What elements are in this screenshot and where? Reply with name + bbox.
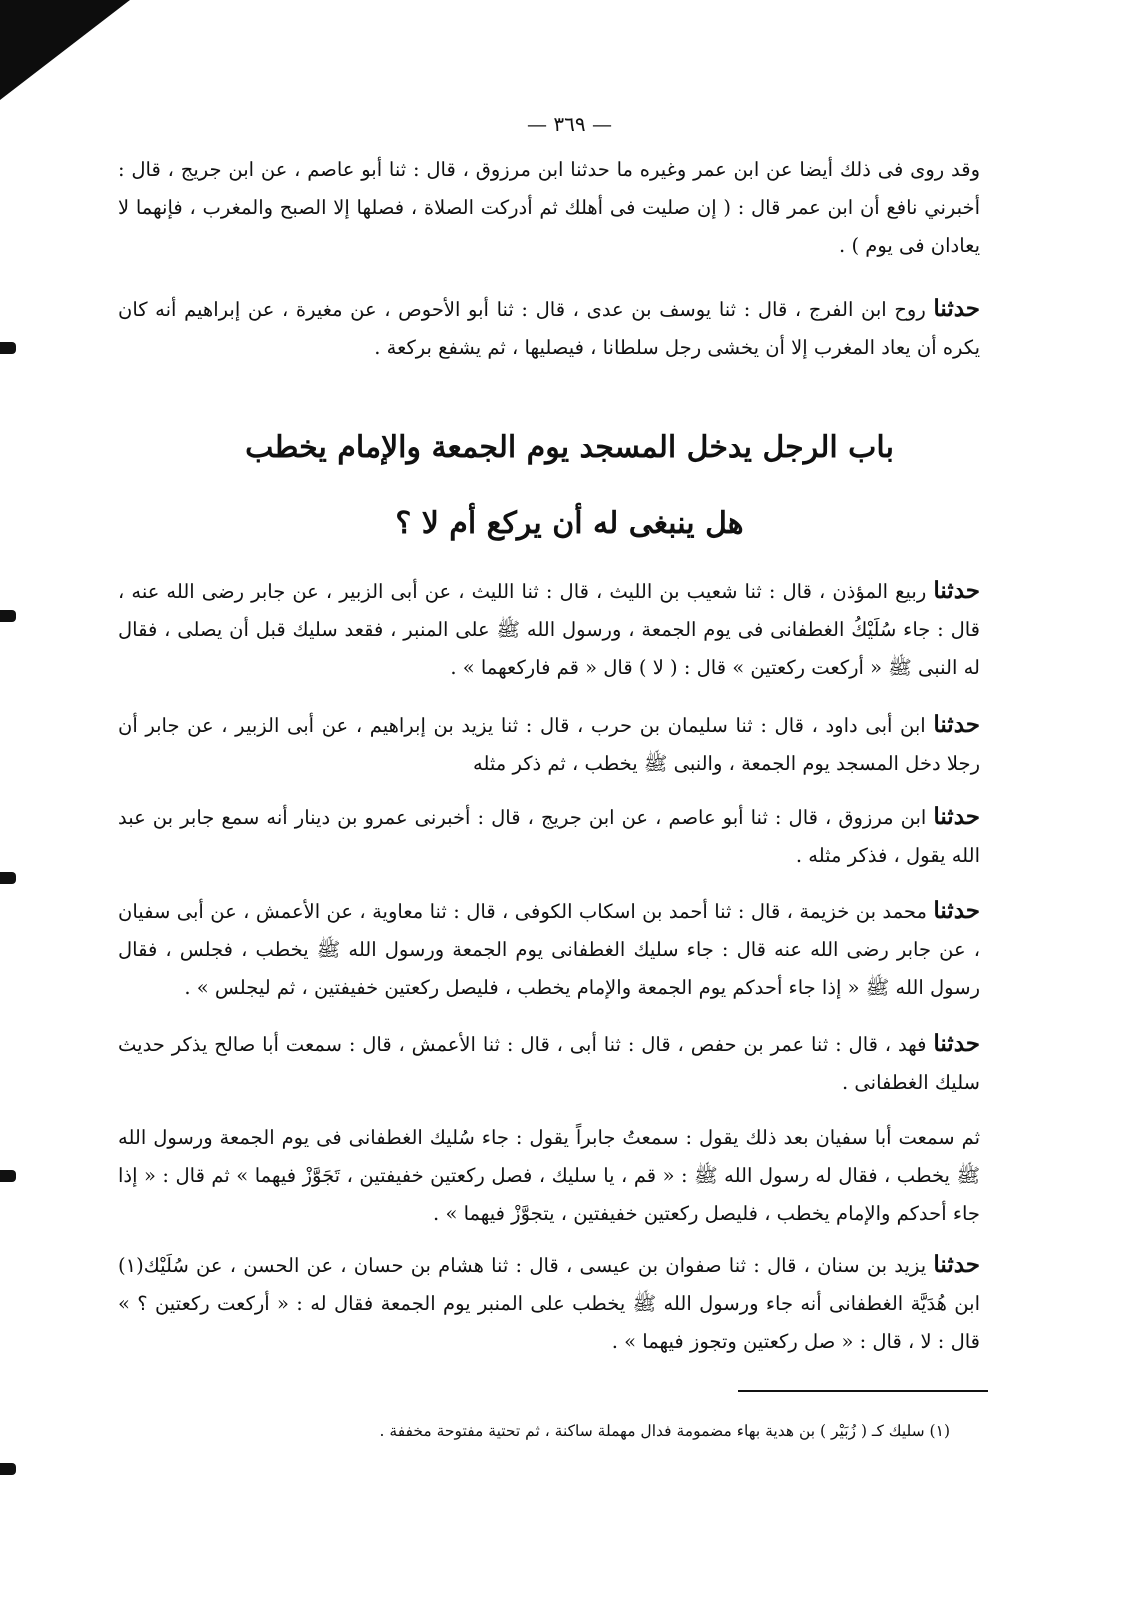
paragraph-text: ابن مرزوق ، قال : ثنا أبو عاصم ، عن ابن جريج ، قال : أخبرنى عمرو بن دينار أنه سمع جابر بن عبد الله يقول ، فذكر مثله . bbox=[118, 806, 980, 867]
chapter-heading-line-2: هل ينبغى له أن يركع أم لا ؟ bbox=[395, 506, 744, 541]
paragraph-lead: حدثنا bbox=[933, 1030, 980, 1057]
hadith-paragraph bbox=[118, 1025, 980, 1102]
paragraph-lead: حدثنا bbox=[933, 577, 980, 604]
scan-corner-mark bbox=[0, 0, 130, 100]
footnote: (١) سليك كـ ( زُبَيْر ) بن هدية بهاء مضمومة فدال مهملة ساكنة ، ثم تحتية مفتوحة مخففة . bbox=[379, 1422, 950, 1440]
paragraph-text: ثم سمعت أبا سفيان بعد ذلك يقول : سمعتُ جابراً يقول : جاء سُليك الغطفانى فى يوم الجمعة ورسول الله ﷺ يخطب ، فقال له رسول الله ﷺ : « قم ، يا سليك ، فصل ركعتين خفيفتين ، تَجَوَّزْ فيهما » ثم قال : « إذا جاء أحدكم والإمام يخطب ، فليصل ركعتين خفيفتين ، يتجوَّزْ فيهما » . bbox=[118, 1126, 980, 1225]
paragraph-lead: حدثنا bbox=[933, 1251, 981, 1278]
hadith-paragraph bbox=[118, 1246, 980, 1361]
paragraph bbox=[118, 290, 980, 367]
hadith-paragraph bbox=[118, 1118, 980, 1233]
scan-edge-mark bbox=[0, 610, 16, 622]
paragraph-lead: حدثنا bbox=[933, 295, 981, 322]
paragraph-lead: حدثنا bbox=[933, 897, 980, 924]
paragraph bbox=[118, 150, 980, 265]
hadith-paragraph bbox=[118, 706, 980, 783]
hadith-paragraph bbox=[118, 892, 980, 1007]
paragraph-text: ربيع المؤذن ، قال : ثنا شعيب بن الليث ، قال : ثنا الليث ، عن أبى الزبير ، عن جابر رضى الله عنه ، قال : جاء سُلَيْكُ الغطفانى فى يوم الجمعة ، ورسول الله ﷺ على المنبر ، فقعد سليك قبل أن يصلى ، فقال له النبى ﷺ « أركعت ركعتين » قال : ( لا ) قال « قم فاركعهما » . bbox=[118, 580, 980, 679]
paragraph-lead: حدثنا bbox=[933, 803, 980, 830]
scan-edge-mark bbox=[0, 1463, 16, 1475]
paragraph-text: روح ابن الفرج ، قال : ثنا يوسف بن عدى ، قال : ثنا أبو الأحوص ، عن مغيرة ، عن إبراهيم أنه كان يكره أن يعاد المغرب إلا أن يخشى رجل سلطانا ، فيصليها ، ثم يشفع بركعة . bbox=[118, 298, 980, 359]
paragraph-text: وقد روى فى ذلك أيضا عن ابن عمر وغيره ما حدثنا ابن مرزوق ، قال : ثنا أبو عاصم ، عن ابن جريج ، قال : أخبرني نافع أن ابن عمر قال : ( إن صليت فى أهلك ثم أدركت الصلاة ، فصلها إلا الصبح والمغرب ، فإنهما لا يعادان فى يوم ) . bbox=[118, 158, 980, 257]
hadith-paragraph bbox=[118, 572, 980, 687]
page-number: — ٣٦٩ — bbox=[527, 112, 612, 136]
chapter-heading-line-1: باب الرجل يدخل المسجد يوم الجمعة والإمام يخطب bbox=[245, 430, 894, 465]
scan-edge-mark bbox=[0, 872, 16, 884]
paragraph-text: فهد ، قال : ثنا عمر بن حفص ، قال : ثنا أبى ، قال : ثنا الأعمش ، قال : سمعت أبا صالح يذكر حديث سليك الغطفانى . bbox=[118, 1033, 980, 1094]
paragraph-text: يزيد بن سنان ، قال : ثنا صفوان بن عيسى ، قال : ثنا هشام بن حسان ، عن الحسن ، عن سُلَيْك(١) ابن هُدَيَّة الغطفانى أنه جاء ورسول الله ﷺ يخطب على المنبر يوم الجمعة فقال له : « أركعت ركعتين ؟ » قال : لا ، قال : « صل ركعتين وتجوز فيهما » . bbox=[118, 1254, 980, 1353]
paragraph-lead: حدثنا bbox=[933, 711, 980, 738]
paragraph-text: ابن أبى داود ، قال : ثنا سليمان بن حرب ، قال : ثنا يزيد بن إبراهيم ، عن أبى الزبير ، عن جابر أن رجلا دخل المسجد يوم الجمعة ، والنبى ﷺ يخطب ، ثم ذكر مثله bbox=[118, 714, 980, 775]
scan-edge-mark bbox=[0, 342, 16, 354]
hadith-paragraph bbox=[118, 798, 980, 875]
paragraph-text: محمد بن خزيمة ، قال : ثنا أحمد بن اسكاب الكوفى ، قال : ثنا معاوية ، عن الأعمش ، عن أبى سفيان ، عن جابر رضى الله عنه قال : جاء سليك الغطفانى يوم الجمعة ورسول الله ﷺ يخطب ، فجلس ، فقال رسول الله ﷺ « إذا جاء أحدكم يوم الجمعة والإمام يخطب ، فليصل ركعتين خفيفتين ، ثم ليجلس » . bbox=[118, 900, 980, 999]
footnote-divider bbox=[738, 1390, 988, 1392]
scan-edge-mark bbox=[0, 1170, 16, 1182]
